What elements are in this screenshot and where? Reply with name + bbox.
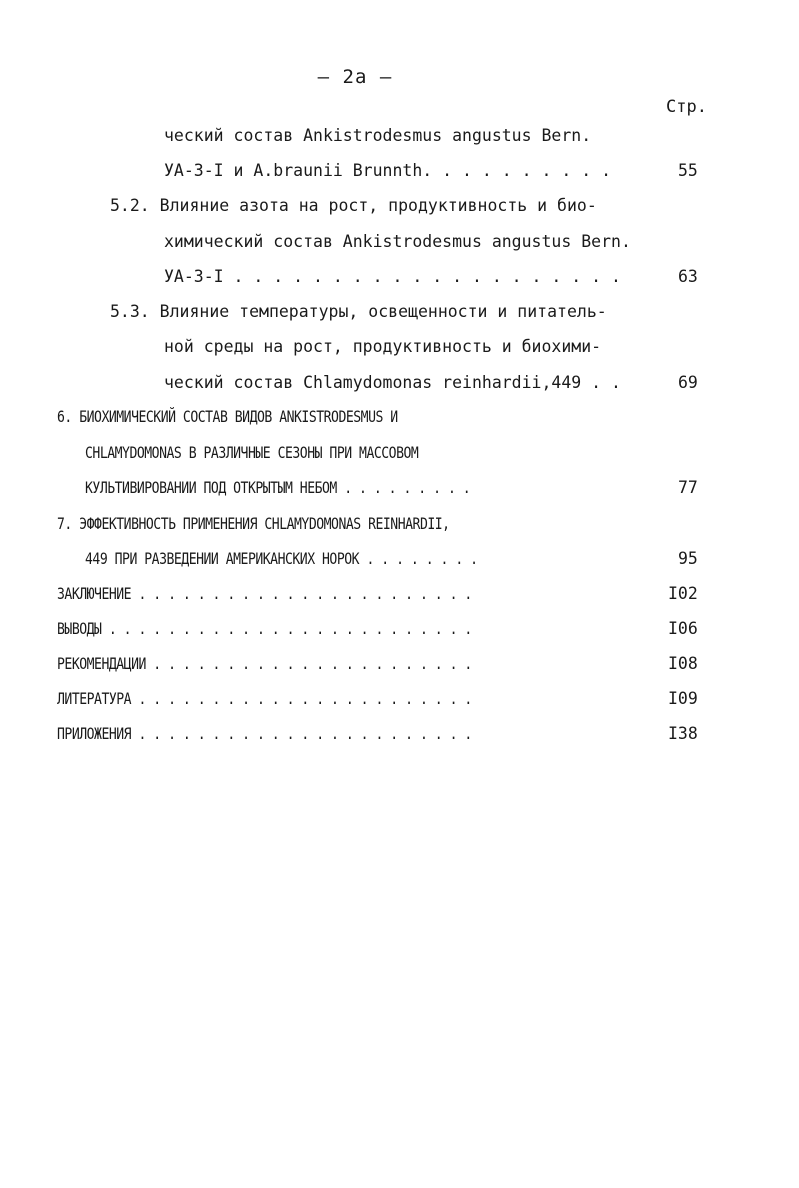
toc-line [57, 687, 563, 711]
toc-line [57, 722, 563, 746]
toc-line: УА-З-I . . . . . . . . . . . . . . . . . . . . [164, 267, 621, 286]
toc-line-text: ЛИТЕРАТУРА . . . . . . . . . . . . . . . . . . . . . . . [57, 689, 472, 708]
toc-page-ref: 77 [678, 478, 698, 497]
toc-line-text: ВЫВОДЫ . . . . . . . . . . . . . . . . . . . . . . . . . [57, 619, 472, 638]
toc-page-ref: 63 [678, 267, 698, 286]
toc-line [57, 512, 536, 536]
toc-line-text: ЗАКЛЮЧЕНИЕ . . . . . . . . . . . . . . . . . . . . . . . [57, 584, 472, 603]
toc-page-ref: I09 [668, 689, 698, 708]
toc-line-text: ПРИЛОЖЕНИЯ . . . . . . . . . . . . . . . . . . . . . . . [57, 724, 472, 743]
toc-line-text: 449 ПРИ РАЗВЕДЕНИИ АМЕРИКАНСКИХ НОРОК . . . . . . . . [85, 549, 478, 568]
toc-line: ной среды на рост, продуктивность и биохими- [164, 337, 602, 356]
toc-line: УА-З-I и A.braunii Brunnth. . . . . . . . . . [164, 161, 612, 180]
toc-line [57, 405, 473, 429]
toc-page-ref: 69 [678, 373, 698, 392]
toc-page-ref: I06 [668, 619, 698, 638]
toc-line [85, 441, 491, 465]
toc-line-text: РЕКОМЕНДАЦИИ . . . . . . . . . . . . . . . . . . . . . . [57, 654, 472, 673]
toc-line-text: 6. БИОХИМИЧЕСКИЙ СОСТАВ ВИДОВ ANKISTRODESMUS И [57, 407, 398, 426]
toc-line-text: КУЛЬТИВИРОВАНИИ ПОД ОТКРЫТЫМ НЕБОМ . . . . . . . . . [85, 478, 471, 497]
toc-line [57, 617, 563, 641]
toc-line: 5.3. Влияние температуры, освещенности и питатель- [110, 302, 607, 321]
toc-line: 5.2. Влияние азота на рост, продуктивность и био- [110, 196, 597, 215]
toc-page-ref: I38 [668, 724, 698, 743]
toc-page-ref: I08 [668, 654, 698, 673]
toc-page-ref: 95 [678, 549, 698, 568]
toc-line [57, 582, 563, 606]
toc-line-text: CHLAMYDOMONAS В РАЗЛИЧНЫЕ СЕЗОНЫ ПРИ МАССОВОМ [85, 443, 419, 462]
toc-line [85, 547, 564, 571]
page-column-label: Стр. [666, 97, 707, 117]
toc-line: ческий состав Ankistrodesmus angustus Bern. [164, 126, 592, 145]
toc-line [57, 652, 563, 676]
toc-line: ческий состав Chlamydomonas reinhardii,449 . . [164, 373, 621, 392]
toc-line: химический состав Ankistrodesmus angustus Bern. [164, 232, 631, 251]
toc-page-ref: 55 [678, 161, 698, 180]
toc-line-text: 7. ЭФФЕКТИВНОСТЬ ПРИМЕНЕНИЯ CHLAMYDOMONAS REINHARDII, [57, 514, 450, 533]
page-number: – 2а – [317, 66, 393, 88]
toc-line [85, 476, 555, 500]
toc-page-ref: I02 [668, 584, 698, 603]
